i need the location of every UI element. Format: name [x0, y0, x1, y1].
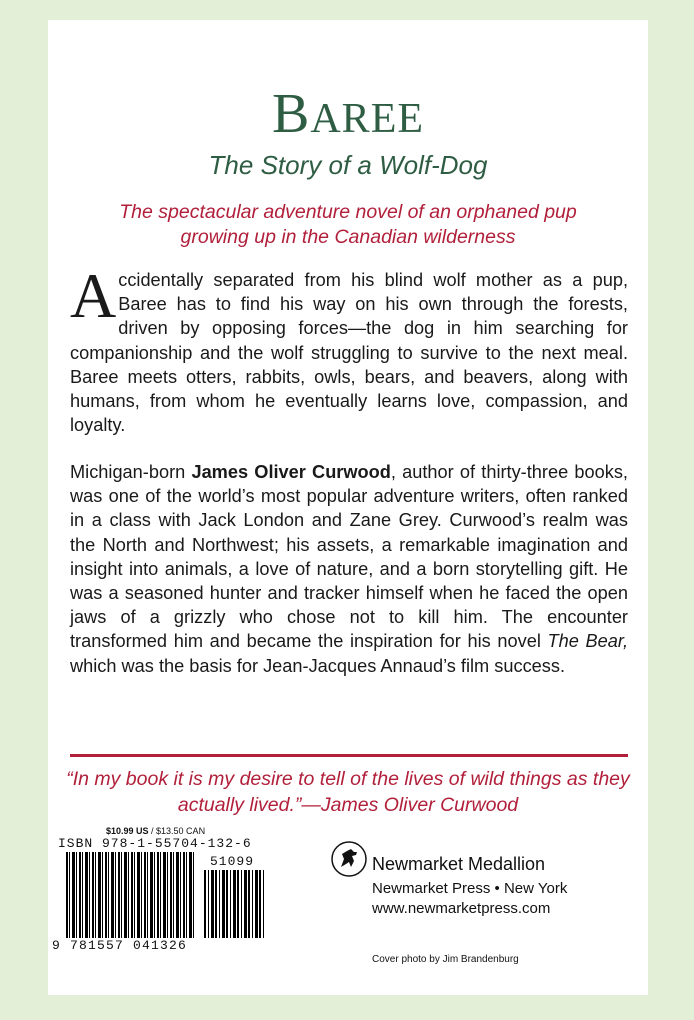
- bio-ending: which was the basis for Jean-Jacques Annaud’s film success.: [70, 655, 566, 676]
- price-label: [106, 826, 205, 836]
- author-bio-paragraph: [70, 460, 628, 678]
- price-can: / $13.50 CAN: [148, 826, 206, 836]
- book-reference: The Bear,: [547, 631, 629, 652]
- publisher-location: Newmarket Press • New York: [372, 880, 568, 897]
- divider-rule: [70, 754, 628, 757]
- book-title: [48, 82, 648, 146]
- tagline: The spectacular adventure novel of an orphaned pup growing up in the Canadian wilderness: [119, 201, 577, 248]
- author-name: James Oliver Curwood: [191, 462, 391, 482]
- synopsis-paragraph: [70, 260, 628, 437]
- author-quote: “In my book it is my desire to tell of the lives of wild things as they actually lived.”—James Oliver Curwood: [66, 768, 630, 816]
- price-addon-number: 51099: [210, 854, 255, 869]
- photo-credit: Cover photo by Jim Brandenburg: [372, 954, 519, 965]
- synopsis-text: ccidentally separated from his blind wolf mother as a pup, Baree has to find his way on his own through the forests, driven by opposing forces—the dog in him searching for companionship and the wolf struggling to survive to the next meal. Baree meets otters, rabbits, owls, bears, and beavers, along with humans, from whom he eventually learns love, compassion, and loyalty.: [70, 270, 628, 436]
- title-rest: AREE: [310, 96, 424, 142]
- title-initial: B: [271, 83, 311, 145]
- publisher-url[interactable]: www.newmarketpress.com: [372, 900, 551, 917]
- publisher-imprint: Newmarket Medallion: [372, 854, 546, 874]
- isbn-barcode: [66, 852, 194, 938]
- bio-text: , author of thirty-three books, was one of the world’s most popular adventure writers, often ranked in a class with Jack London and Zane Grey. Curwood’s realm was the North and Northwest; his assets, a remarkable imagination and insight into animals, a love of nature, and a born storytelling gift. He was a seasoned hunter and tracker himself when he faced the open jaws of a grizzly who chose not to kill him. The encounter transformed him and became the inspiration for his novel: [70, 462, 628, 652]
- book-subtitle: The Story of a Wolf-Dog: [208, 150, 488, 180]
- bio-intro: Michigan-born: [70, 462, 192, 482]
- price-us: $10.99 US: [106, 826, 149, 836]
- medallion-horse-icon: [330, 840, 368, 878]
- ean-digits: 9 781557 041326: [52, 938, 188, 953]
- back-cover: [48, 20, 648, 995]
- price-addon-barcode: [204, 870, 266, 938]
- isbn-number: ISBN 978-1-55704-132-6: [58, 836, 252, 851]
- drop-cap: A: [70, 260, 117, 331]
